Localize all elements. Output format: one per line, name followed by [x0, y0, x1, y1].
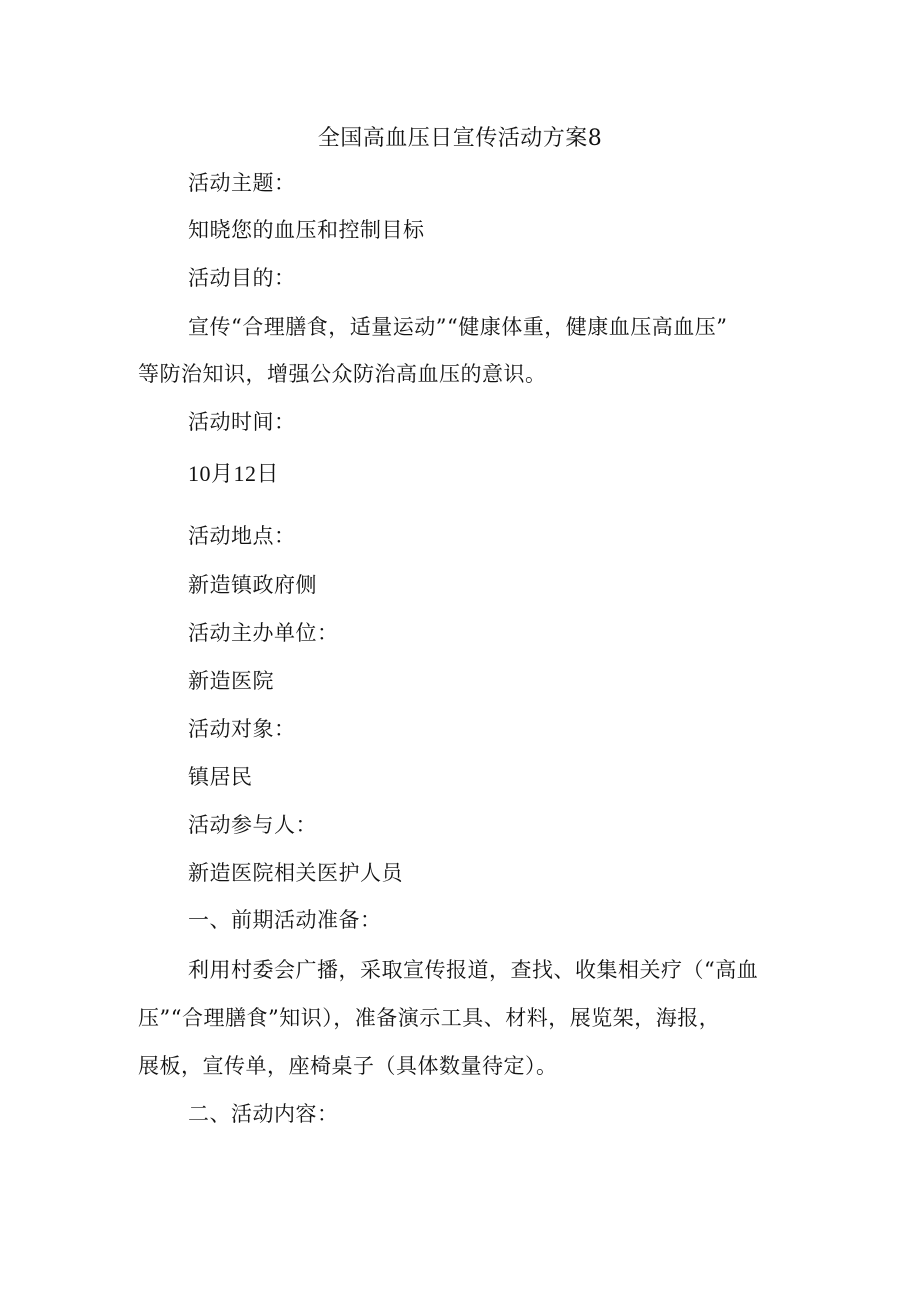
value-audience: 镇居民: [188, 765, 253, 789]
document-title: 全国高血压日宣传活动方案8: [317, 126, 603, 151]
value-location: 新造镇政府侧: [188, 573, 317, 597]
label-theme: 活动主题：: [188, 171, 296, 195]
purpose-text-line-1: 宣传“合理膳食，适量运动”“健康体重，健康血压高血压”: [188, 315, 728, 339]
section-heading-content: 二、活动内容：: [188, 1102, 339, 1126]
value-theme: 知晓您的血压和控制目标: [188, 218, 425, 242]
label-purpose: 活动目的：: [188, 266, 296, 290]
value-participants: 新造医院相关医护人员: [188, 861, 403, 885]
preparation-text-line-2: 压”“合理膳食”知识），准备演示工具、材料，展览架，海报，: [138, 1006, 721, 1030]
purpose-text-line-2: 等防治知识，增强公众防治高血压的意识。: [138, 362, 547, 386]
label-time: 活动时间：: [188, 410, 296, 434]
section-heading-preparation: 一、前期活动准备：: [188, 908, 382, 932]
label-organizer: 活动主办单位：: [188, 621, 339, 645]
preparation-text-line-1: 利用村委会广播，采取宣传报道，查找、收集相关疗（“高血: [188, 958, 759, 982]
label-audience: 活动对象：: [188, 717, 296, 741]
label-location: 活动地点：: [188, 524, 296, 548]
value-organizer: 新造医院: [188, 669, 274, 693]
label-participants: 活动参与人：: [188, 813, 317, 837]
value-time: 10月12日: [188, 461, 280, 486]
preparation-text-line-3: 展板，宣传单，座椅桌子（具体数量待定）。: [138, 1054, 558, 1078]
